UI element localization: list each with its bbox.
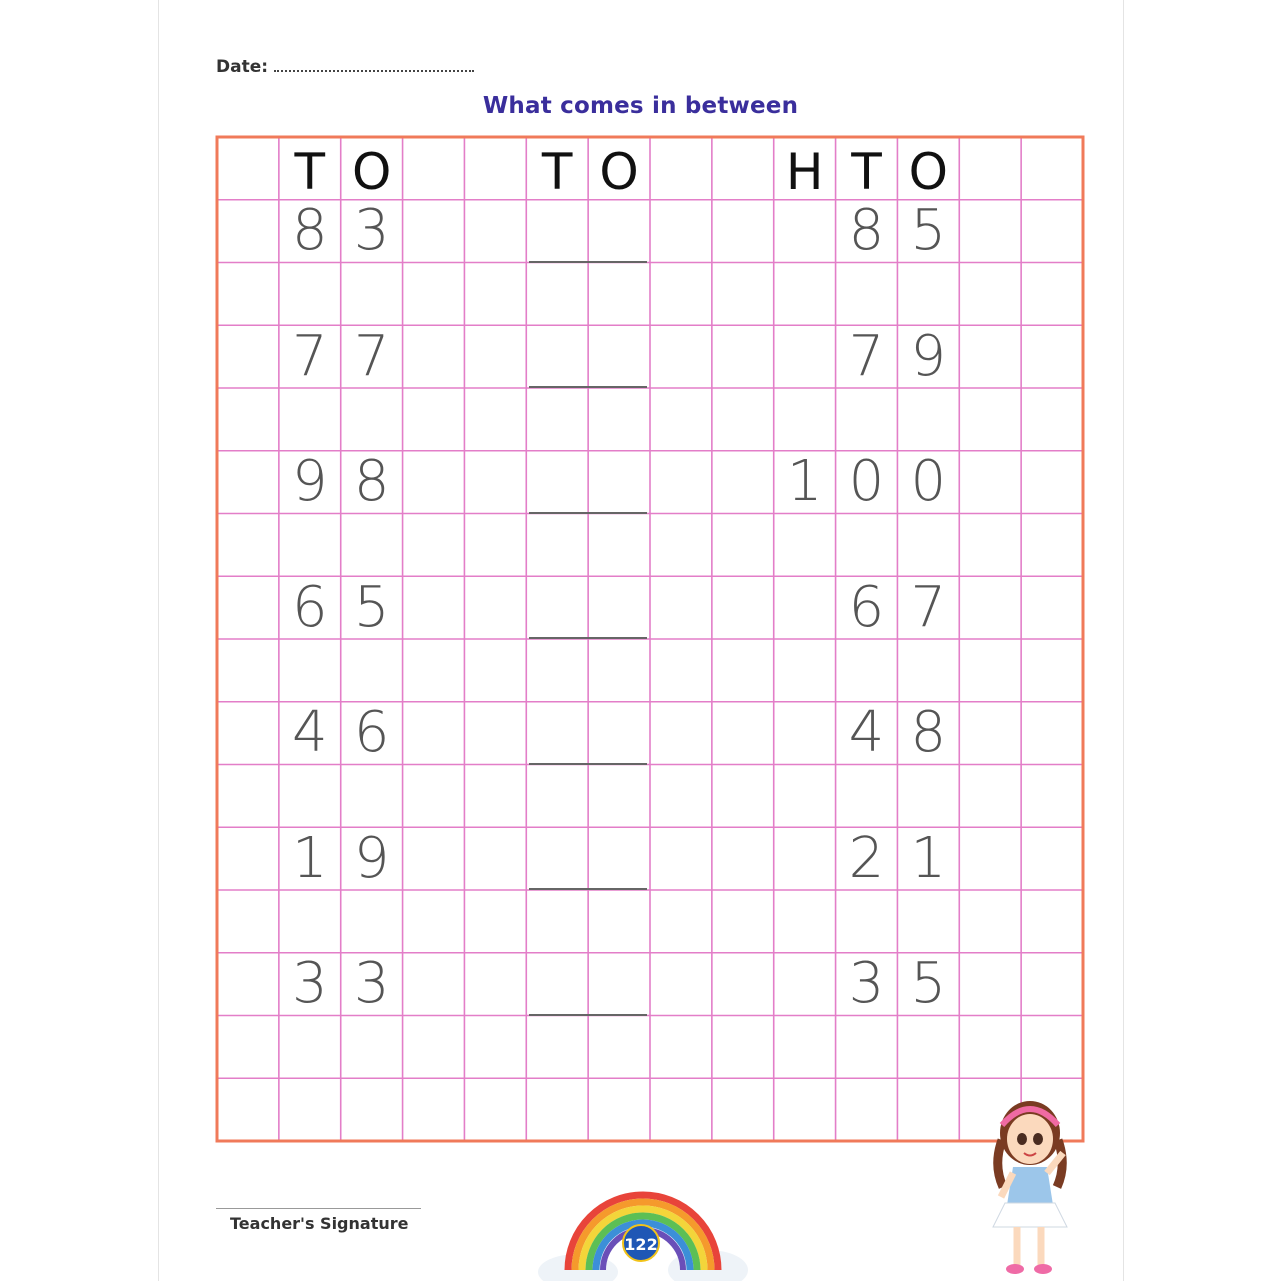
number-after-digit: 3 [848, 951, 885, 1017]
number-before-digit: 3 [353, 198, 390, 264]
number-before-digit: 3 [291, 951, 328, 1017]
number-after-digit: 0 [910, 449, 947, 515]
answer-blank[interactable] [529, 637, 647, 639]
number-after-digit: 2 [848, 825, 885, 891]
number-after-digit [774, 577, 836, 639]
number-after-digit: 1 [910, 825, 947, 891]
number-after-digit: 6 [848, 574, 885, 640]
answer-blank[interactable] [529, 888, 647, 890]
number-after-digit: 8 [910, 700, 947, 766]
answer-blank[interactable] [529, 763, 647, 765]
column-header-right: H [785, 143, 824, 202]
column-header-middle: O [599, 143, 639, 202]
date-blank[interactable] [274, 56, 474, 72]
number-before-digit: 9 [353, 825, 390, 891]
number-after-digit: 5 [910, 951, 947, 1017]
column-header-right: T [851, 143, 882, 202]
page-number-badge: 122 [622, 1224, 660, 1262]
number-after-digit: 7 [848, 323, 885, 389]
number-after-digit: 7 [910, 574, 947, 640]
number-before-digit: 1 [291, 825, 328, 891]
number-before-digit: 3 [353, 951, 390, 1017]
girl-illustration [975, 1095, 1085, 1280]
number-before-digit: 4 [291, 700, 328, 766]
date-field [216, 56, 474, 77]
number-after-digit: 4 [848, 700, 885, 766]
number-before-digit: 6 [291, 574, 328, 640]
signature-label: Teacher's Signature [230, 1214, 409, 1233]
page-title: What comes in between [482, 93, 799, 119]
column-header-middle: T [541, 143, 573, 202]
column-header-right: O [908, 143, 949, 202]
number-before-digit: 8 [353, 449, 390, 515]
answer-blank[interactable] [529, 386, 647, 388]
date-label: Date: [216, 57, 269, 77]
answer-blank[interactable] [529, 261, 647, 263]
column-header-left: T [294, 143, 326, 202]
signature-line [216, 1208, 421, 1209]
answer-blank[interactable] [529, 512, 647, 514]
number-after-digit: 8 [848, 198, 885, 264]
number-after-digit [774, 953, 836, 1015]
number-after-digit: 9 [910, 323, 947, 389]
number-before-digit: 7 [291, 323, 328, 389]
number-before-digit: 6 [353, 700, 390, 766]
column-header-left: O [351, 143, 392, 202]
number-before-digit: 8 [291, 198, 328, 264]
number-after-digit [774, 702, 836, 764]
number-after-digit [774, 200, 836, 262]
number-after-digit: 5 [910, 198, 947, 264]
number-after-digit [774, 828, 836, 890]
number-before-digit: 5 [353, 574, 390, 640]
answer-blank[interactable] [529, 1014, 647, 1016]
number-after-digit [774, 326, 836, 388]
number-before-digit: 7 [353, 323, 390, 389]
number-after-digit: 1 [786, 449, 823, 515]
number-before-digit: 9 [291, 449, 328, 515]
number-after-digit: 0 [848, 449, 885, 515]
